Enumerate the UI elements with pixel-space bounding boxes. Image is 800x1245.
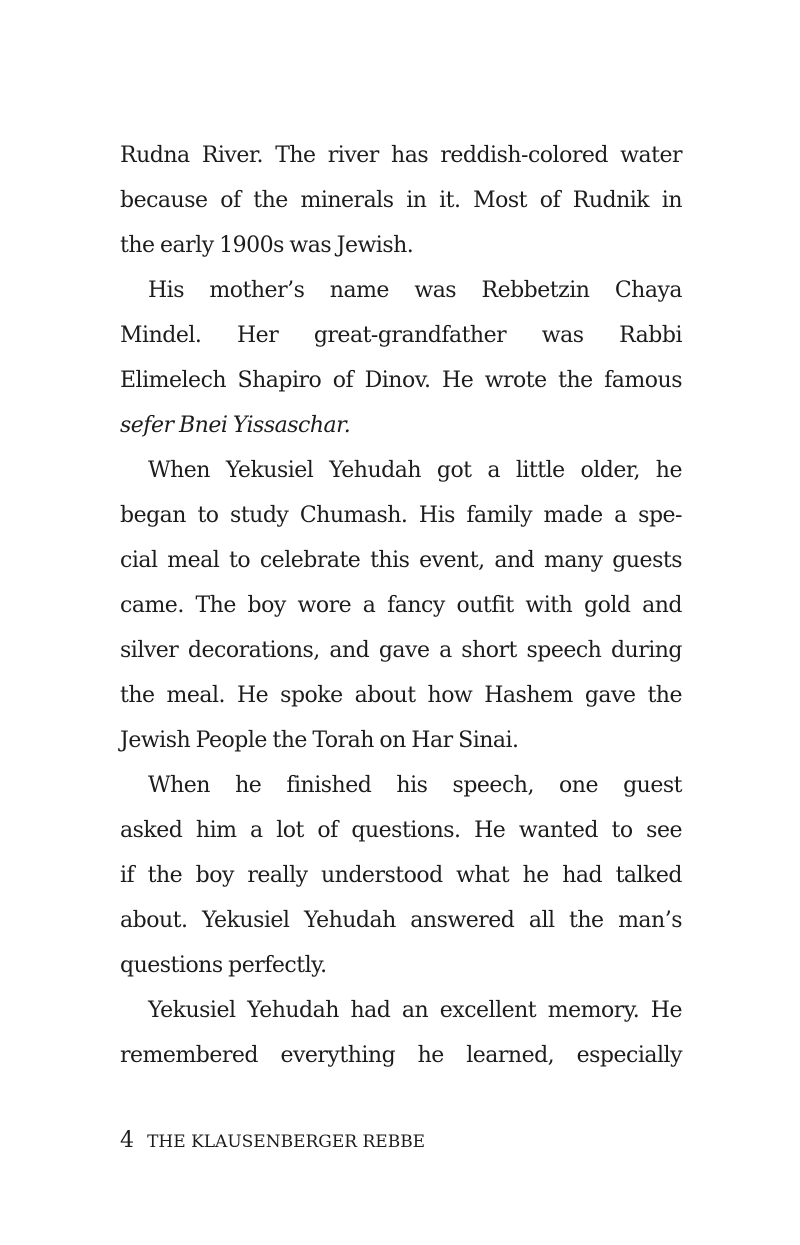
text-line: came. The boy wore a fancy outfit with gold and	[120, 593, 682, 618]
text-line: cial meal to celebrate this event, and many guests	[120, 548, 682, 573]
text-line: asked him a lot of questions. He wanted to see	[120, 818, 682, 843]
running-head: THE KLAUSENBERGER REBBE	[147, 1132, 426, 1152]
text-line: Mindel. Her great-grandfather was Rabbi	[120, 323, 682, 348]
text-line: Jewish People the Torah on Har Sinai.	[120, 728, 519, 753]
text-line: began to study Chumash. His family made a spe-	[120, 503, 682, 528]
text-line: remembered everything he learned, especially	[120, 1043, 682, 1068]
text-line: because of the minerals in it. Most of Rudnik in	[120, 188, 682, 213]
page-footer	[120, 1128, 425, 1153]
text-line: Elimelech Shapiro of Dinov. He wrote the famous	[120, 368, 682, 393]
book-page-body	[120, 133, 682, 1078]
paragraph-first-line: His mother’s name was Rebbetzin Chaya	[148, 278, 682, 303]
text-line: the meal. He spoke about how Hashem gave the	[120, 683, 682, 708]
paragraph-first-line: When Yekusiel Yehudah got a little older, he	[148, 458, 682, 483]
page-number: 4	[120, 1128, 134, 1153]
paragraph-first-line: Yekusiel Yehudah had an excellent memory. He	[148, 998, 682, 1023]
text-line: questions perfectly.	[120, 953, 327, 978]
book-title-italic: sefer Bnei Yissaschar.	[120, 413, 351, 438]
text-line: silver decorations, and gave a short speech during	[120, 638, 682, 663]
text-line: the early 1900s was Jewish.	[120, 233, 414, 258]
text-line: about. Yekusiel Yehudah answered all the man’s	[120, 908, 682, 933]
paragraph-first-line: When he finished his speech, one guest	[148, 773, 682, 798]
text-line: Rudna River. The river has reddish-colored water	[120, 143, 682, 168]
text-line: if the boy really understood what he had talked	[120, 863, 682, 888]
